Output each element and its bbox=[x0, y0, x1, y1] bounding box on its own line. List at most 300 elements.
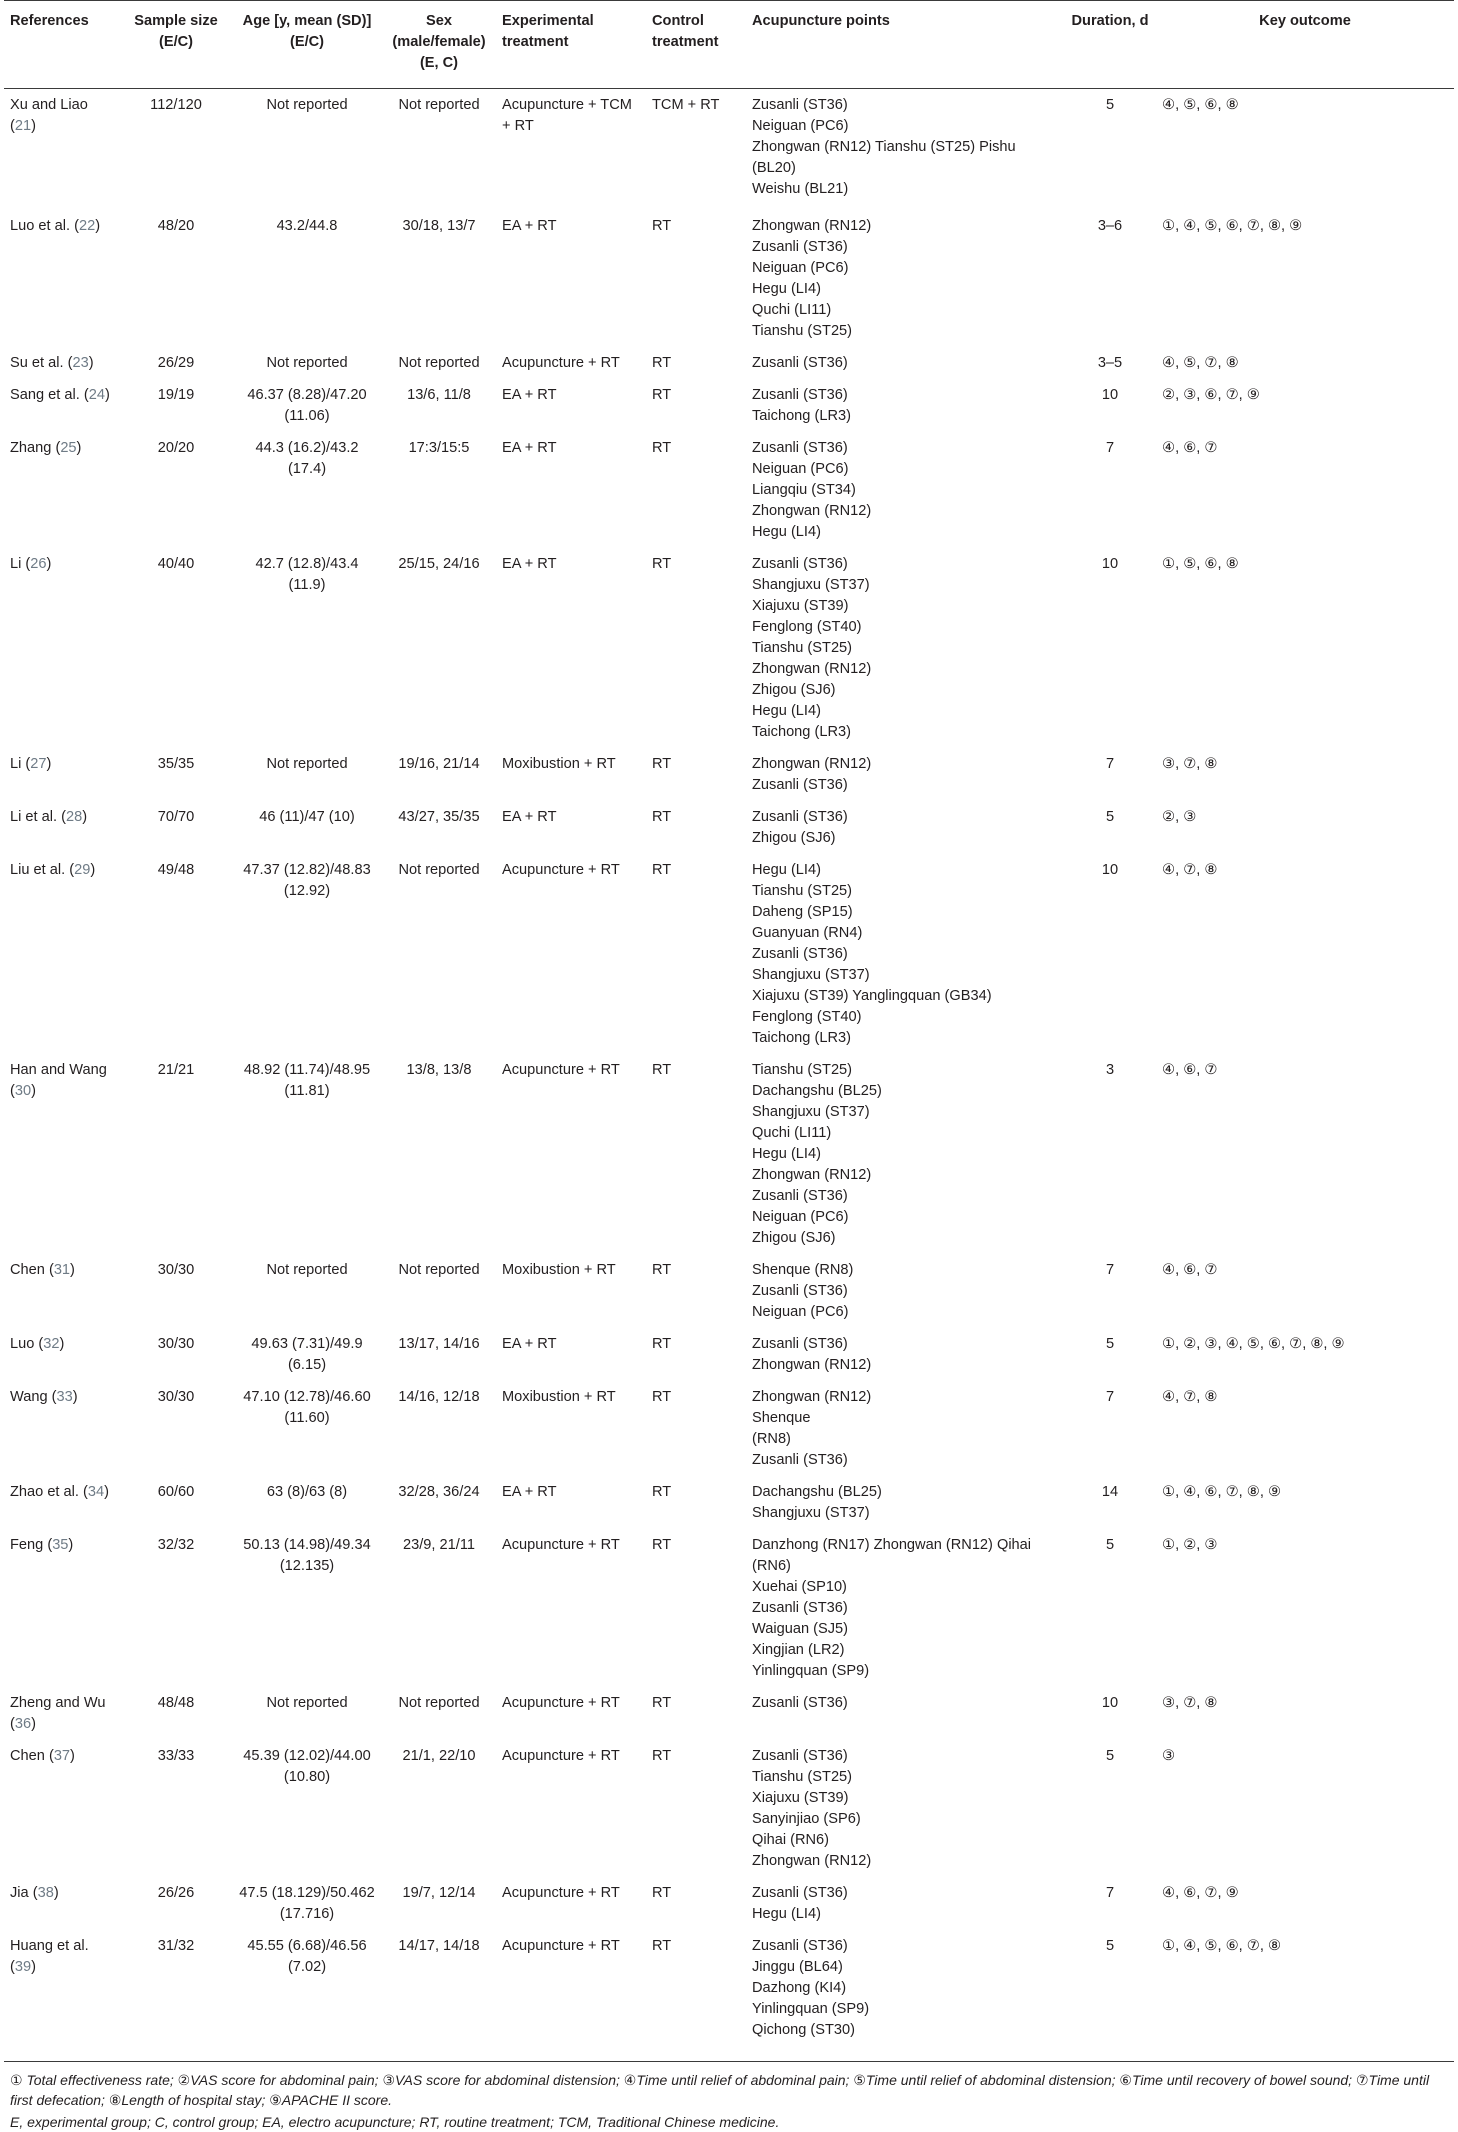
acupuncture-point: Dazhong (KI4) bbox=[752, 1980, 847, 1996]
acupuncture-point: Zusanli (ST36) bbox=[752, 1695, 848, 1711]
reference-cell: Zhao et al. (34) bbox=[10, 1484, 109, 1500]
key-outcome-cell: ④, ⑤, ⑦, ⑧ bbox=[1162, 355, 1239, 371]
footnote-abbreviations: E, experimental group; C, control group; EA, electro acupuncture; RT, routine treatment; TCM, Traditional Chinese medicine. bbox=[10, 2114, 780, 2130]
experimental-treatment-cell: Moxibustion + RT bbox=[502, 756, 616, 772]
sample-size-cell: 35/35 bbox=[157, 756, 195, 772]
duration-cell: 7 bbox=[1105, 1389, 1115, 1405]
sample-size-cell: 112/120 bbox=[150, 97, 202, 113]
reference-number-link[interactable]: 36 bbox=[14, 1716, 32, 1732]
acupuncture-point: Neiguan (PC6) bbox=[752, 118, 849, 134]
acupuncture-point: Neiguan (PC6) bbox=[752, 1209, 849, 1225]
sample-size-cell: 40/40 bbox=[157, 556, 195, 572]
experimental-treatment-cell: Acupuncture + RT bbox=[502, 1885, 620, 1901]
reference-name: Zhang bbox=[10, 440, 52, 456]
acupuncture-point: Shangjuxu (ST37) bbox=[752, 967, 870, 983]
acupuncture-point: Zusanli (ST36) bbox=[752, 239, 848, 255]
reference-name: Li bbox=[10, 756, 22, 772]
acupuncture-point: Zhongwan (RN12) bbox=[752, 1389, 872, 1405]
acupuncture-point: Shenque (RN8) bbox=[752, 1262, 854, 1278]
reference-name: Xu and Liao bbox=[10, 97, 88, 113]
acupuncture-point: Tianshu (ST25) bbox=[752, 323, 853, 339]
acupuncture-point: Neiguan (PC6) bbox=[752, 461, 849, 477]
reference-name: Li bbox=[10, 556, 22, 572]
acupuncture-point: Zusanli (ST36) bbox=[752, 809, 848, 825]
acupuncture-point: Danzhong (RN17) Zhongwan (RN12) Qihai (RN6) bbox=[752, 1537, 1032, 1574]
table-row bbox=[4, 1529, 1454, 1687]
acupuncture-point: Zhongwan (RN12) bbox=[752, 1357, 872, 1373]
acupuncture-point: Weishu (BL21) bbox=[752, 181, 849, 197]
acupuncture-point: Tianshu (ST25) bbox=[752, 1062, 853, 1078]
reference-name: Zheng and Wu bbox=[10, 1695, 106, 1711]
acupuncture-point: Zhongwan (RN12) bbox=[752, 661, 872, 677]
sample-size-cell: 21/21 bbox=[157, 1062, 195, 1078]
header-age: Age [y, mean (SD)] (E/C) bbox=[232, 1, 382, 89]
table-body bbox=[4, 89, 1454, 2062]
control-treatment-cell: RT bbox=[652, 218, 672, 234]
experimental-treatment-cell: Acupuncture + TCM + RT bbox=[502, 97, 632, 134]
age-cell: 45.39 (12.02)/44.00 (10.80) bbox=[243, 1748, 371, 1785]
experimental-treatment-cell: Moxibustion + RT bbox=[502, 1389, 616, 1405]
reference-name: Su et al. bbox=[10, 355, 64, 371]
duration-cell: 5 bbox=[1105, 97, 1115, 113]
acupuncture-point: Hegu (LI4) bbox=[752, 1906, 821, 1922]
acupuncture-points-cell bbox=[746, 748, 1064, 801]
reference-name: Chen bbox=[10, 1748, 45, 1764]
table-row bbox=[4, 379, 1454, 432]
acupuncture-point: Hegu (LI4) bbox=[752, 862, 821, 878]
experimental-treatment-cell: EA + RT bbox=[502, 387, 557, 403]
acupuncture-points-cell bbox=[746, 379, 1064, 432]
reference-name: Jia bbox=[10, 1885, 29, 1901]
acupuncture-point: Dachangshu (BL25) bbox=[752, 1083, 882, 1099]
sample-size-cell: 33/33 bbox=[157, 1748, 195, 1764]
study-characteristics-table bbox=[4, 0, 1454, 2062]
experimental-treatment-cell: Acupuncture + RT bbox=[502, 1062, 620, 1078]
sex-cell: Not reported bbox=[398, 355, 480, 371]
experimental-treatment-cell: Moxibustion + RT bbox=[502, 1262, 616, 1278]
acupuncture-point: Zhigou (SJ6) bbox=[752, 1230, 836, 1246]
experimental-treatment-cell: EA + RT bbox=[502, 556, 557, 572]
age-cell: Not reported bbox=[266, 756, 348, 772]
acupuncture-point: Tianshu (ST25) bbox=[752, 883, 853, 899]
acupuncture-point: Neiguan (PC6) bbox=[752, 1304, 849, 1320]
control-treatment-cell: RT bbox=[652, 1695, 672, 1711]
experimental-treatment-cell: Acupuncture + RT bbox=[502, 1695, 620, 1711]
sex-cell: 32/28, 36/24 bbox=[398, 1484, 480, 1500]
acupuncture-point: Taichong (LR3) bbox=[752, 724, 851, 740]
table-row bbox=[4, 1877, 1454, 1930]
reference-cell: Wang (33) bbox=[10, 1389, 78, 1405]
reference-number-link[interactable]: 23 bbox=[72, 355, 89, 371]
table-row bbox=[4, 347, 1454, 379]
reference-cell: Han and Wang (30) bbox=[10, 1062, 107, 1099]
acupuncture-points-cell bbox=[746, 1328, 1064, 1381]
age-cell: 47.5 (18.129)/50.462 (17.716) bbox=[239, 1885, 375, 1922]
sample-size-cell: 60/60 bbox=[157, 1484, 195, 1500]
reference-cell: Chen (31) bbox=[10, 1262, 75, 1278]
reference-cell: Su et al. (23) bbox=[10, 355, 94, 371]
acupuncture-point: Shangjuxu (ST37) bbox=[752, 1505, 870, 1521]
age-cell: 46.37 (8.28)/47.20 (11.06) bbox=[247, 387, 367, 424]
acupuncture-point: Shangjuxu (ST37) bbox=[752, 577, 870, 593]
acupuncture-point: Zhongwan (RN12) bbox=[752, 218, 872, 234]
acupuncture-point: Zusanli (ST36) bbox=[752, 97, 848, 113]
key-outcome-cell: ①, ④, ⑤, ⑥, ⑦, ⑧ bbox=[1156, 1930, 1454, 2062]
footnote-outcome-legend: ① Total effectiveness rate; ②VAS score for abdominal pain; ③VAS score for abdominal distension; ④Time until relief of abdominal pain; ⑤Time until relief of abdominal distension; ⑥Time until recovery of bowel sound; ⑦Time until first defecation; ⑧Length of hospital stay; ⑨APACHE II score. bbox=[10, 2072, 1430, 2108]
acupuncture-points-cell bbox=[746, 89, 1064, 211]
table-row bbox=[4, 1476, 1454, 1529]
acupuncture-point: Zhongwan (RN12) bbox=[752, 503, 872, 519]
reference-name: Luo bbox=[10, 1336, 35, 1352]
control-treatment-cell: RT bbox=[652, 556, 672, 572]
control-treatment-cell: RT bbox=[652, 1336, 672, 1352]
acupuncture-points-cell bbox=[746, 1687, 1064, 1740]
reference-name: Liu et al. bbox=[10, 862, 66, 878]
table-row bbox=[4, 1254, 1454, 1328]
sample-size-cell: 30/30 bbox=[157, 1389, 195, 1405]
acupuncture-point: Xiajuxu (ST39) bbox=[752, 1790, 849, 1806]
experimental-treatment-cell: Acupuncture + RT bbox=[502, 1537, 620, 1553]
key-outcome-cell: ④, ⑦, ⑧ bbox=[1162, 1389, 1218, 1405]
key-outcome-cell: ①, ②, ③, ④, ⑤, ⑥, ⑦, ⑧, ⑨ bbox=[1162, 1336, 1345, 1352]
key-outcome-cell: ①, ④, ⑥, ⑦, ⑧, ⑨ bbox=[1162, 1484, 1282, 1500]
reference-name: Han and Wang bbox=[10, 1062, 107, 1078]
acupuncture-point: Taichong (LR3) bbox=[752, 408, 851, 424]
reference-number-link[interactable]: 30 bbox=[14, 1083, 32, 1099]
acupuncture-points-cell bbox=[746, 1529, 1064, 1687]
key-outcome-cell: ③, ⑦, ⑧ bbox=[1162, 1695, 1218, 1711]
acupuncture-point: Zusanli (ST36) bbox=[752, 777, 848, 793]
acupuncture-point: Zusanli (ST36) bbox=[752, 387, 848, 403]
age-cell: Not reported bbox=[266, 1695, 348, 1711]
acupuncture-point: Dachangshu (BL25) bbox=[752, 1484, 882, 1500]
table-row bbox=[4, 1930, 1454, 2062]
acupuncture-point: Jinggu (BL64) bbox=[752, 1959, 843, 1975]
duration-cell: 10 bbox=[1101, 556, 1119, 572]
acupuncture-points-cell bbox=[746, 1476, 1064, 1529]
duration-cell: 3–5 bbox=[1097, 355, 1123, 371]
sex-cell: 23/9, 21/11 bbox=[403, 1537, 475, 1553]
key-outcome-cell: ④, ⑥, ⑦ bbox=[1162, 1062, 1218, 1078]
acupuncture-point: Zusanli (ST36) bbox=[752, 440, 848, 456]
reference-name: Chen bbox=[10, 1262, 45, 1278]
table-row bbox=[4, 1381, 1454, 1476]
duration-cell: 5 bbox=[1105, 1748, 1115, 1764]
sex-cell: Not reported bbox=[398, 1262, 480, 1278]
reference-cell: Chen (37) bbox=[10, 1748, 75, 1764]
age-cell: Not reported bbox=[266, 355, 348, 371]
sex-cell: 13/8, 13/8 bbox=[406, 1062, 472, 1078]
reference-number-link[interactable]: 37 bbox=[53, 1748, 71, 1764]
reference-cell: Xu and Liao (21) bbox=[10, 97, 88, 134]
duration-cell: 7 bbox=[1105, 1885, 1115, 1901]
reference-number-link[interactable]: 39 bbox=[14, 1959, 32, 1975]
control-treatment-cell: RT bbox=[652, 809, 672, 825]
acupuncture-points-cell bbox=[746, 1877, 1064, 1930]
key-outcome-cell: ④, ⑤, ⑥, ⑧ bbox=[1162, 97, 1239, 113]
reference-number-link[interactable]: 32 bbox=[43, 1336, 60, 1352]
sex-cell: Not reported bbox=[398, 862, 480, 878]
acupuncture-point: Waiguan (SJ5) bbox=[752, 1621, 848, 1637]
acupuncture-point: Quchi (LI11) bbox=[752, 302, 832, 318]
age-cell: 45.55 (6.68)/46.56 (7.02) bbox=[232, 1930, 382, 2062]
duration-cell: 5 bbox=[1105, 1537, 1115, 1553]
table-row bbox=[4, 89, 1454, 211]
reference-cell: Zheng and Wu (36) bbox=[10, 1695, 106, 1732]
sample-size-cell: 49/48 bbox=[157, 862, 195, 878]
experimental-treatment-cell: EA + RT bbox=[502, 218, 557, 234]
acupuncture-point: Zusanli (ST36) bbox=[752, 1938, 848, 1954]
age-cell: 47.10 (12.78)/46.60 (11.60) bbox=[243, 1389, 371, 1426]
experimental-treatment-cell: Acupuncture + RT bbox=[502, 355, 620, 371]
acupuncture-point: Tianshu (ST25) bbox=[752, 1769, 853, 1785]
control-treatment-cell: RT bbox=[652, 1389, 672, 1405]
key-outcome-cell: ④, ⑥, ⑦, ⑨ bbox=[1162, 1885, 1239, 1901]
reference-number-link[interactable]: 27 bbox=[30, 756, 47, 772]
header-references: References bbox=[4, 1, 120, 89]
acupuncture-point: Xiajuxu (ST39) Yanglingquan (GB34) bbox=[752, 988, 992, 1004]
acupuncture-point: Zusanli (ST36) bbox=[752, 946, 848, 962]
reference-cell: Liu et al. (29) bbox=[10, 862, 96, 878]
duration-cell: 5 bbox=[1064, 1930, 1156, 2062]
acupuncture-point: Fenglong (ST40) bbox=[752, 1009, 862, 1025]
acupuncture-point: Zusanli (ST36) bbox=[752, 1336, 848, 1352]
acupuncture-point: Zusanli (ST36) bbox=[752, 1600, 848, 1616]
reference-cell: Huang et al. (39) bbox=[4, 1930, 120, 2062]
key-outcome-cell: ④, ⑦, ⑧ bbox=[1162, 862, 1218, 878]
acupuncture-point: Zhigou (SJ6) bbox=[752, 682, 836, 698]
reference-number-link[interactable]: 34 bbox=[87, 1484, 105, 1500]
acupuncture-point: Xiajuxu (ST39) bbox=[752, 598, 849, 614]
acupuncture-point: Zhongwan (RN12) bbox=[752, 1853, 872, 1869]
reference-name: Luo et al. bbox=[10, 218, 71, 234]
sex-cell: 13/6, 11/8 bbox=[407, 387, 471, 403]
age-cell: Not reported bbox=[266, 97, 348, 113]
duration-cell: 7 bbox=[1105, 440, 1115, 456]
reference-cell: Jia (38) bbox=[10, 1885, 59, 1901]
experimental-treatment-cell: Acupuncture + RT bbox=[496, 1930, 646, 2062]
reference-number-link[interactable]: 38 bbox=[37, 1885, 54, 1901]
acupuncture-point: Hegu (LI4) bbox=[752, 1146, 821, 1162]
acupuncture-point: Daheng (SP15) bbox=[752, 904, 853, 920]
experimental-treatment-cell: EA + RT bbox=[502, 1336, 557, 1352]
reference-cell: Li (27) bbox=[10, 756, 52, 772]
sample-size-cell: 19/19 bbox=[157, 387, 195, 403]
acupuncture-point: Zhongwan (RN12) bbox=[752, 1167, 872, 1183]
control-treatment-cell: RT bbox=[652, 1885, 672, 1901]
reference-name: Zhao et al. bbox=[10, 1484, 79, 1500]
control-treatment-cell: RT bbox=[652, 387, 672, 403]
sex-cell: 19/16, 21/14 bbox=[398, 756, 480, 772]
sample-size-cell: 20/20 bbox=[157, 440, 195, 456]
sample-size-cell: 30/30 bbox=[157, 1262, 195, 1278]
acupuncture-point: Zusanli (ST36) bbox=[752, 1885, 848, 1901]
reference-number-link[interactable]: 24 bbox=[88, 387, 105, 403]
experimental-treatment-cell: Acupuncture + RT bbox=[502, 1748, 620, 1764]
acupuncture-point: Zhigou (SJ6) bbox=[752, 830, 836, 846]
table-row bbox=[4, 1328, 1454, 1381]
age-cell: 49.63 (7.31)/49.9 (6.15) bbox=[251, 1336, 363, 1373]
acupuncture-point: Fenglong (ST40) bbox=[752, 619, 862, 635]
table-row bbox=[4, 1054, 1454, 1254]
sample-size-cell: 48/20 bbox=[157, 218, 195, 234]
acupuncture-points-cell bbox=[746, 1254, 1064, 1328]
acupuncture-point: Hegu (LI4) bbox=[752, 703, 821, 719]
reference-cell: Zhang (25) bbox=[10, 440, 82, 456]
sex-cell: 14/17, 14/18 bbox=[382, 1930, 496, 2062]
sex-cell: 43/27, 35/35 bbox=[398, 809, 480, 825]
key-outcome-cell: ③, ⑦, ⑧ bbox=[1162, 756, 1218, 772]
acupuncture-point: Zhongwan (RN12) bbox=[752, 756, 872, 772]
reference-name: Wang bbox=[10, 1389, 48, 1405]
acupuncture-point: (RN8) bbox=[752, 1431, 791, 1447]
table-footnotes bbox=[4, 2062, 1454, 2132]
acupuncture-points-cell bbox=[746, 347, 1064, 379]
acupuncture-points-cell bbox=[746, 432, 1064, 548]
acupuncture-point: Zusanli (ST36) bbox=[752, 556, 848, 572]
acupuncture-point: Zusanli (ST36) bbox=[752, 1452, 848, 1468]
sample-size-cell: 31/32 bbox=[120, 1930, 232, 2062]
sample-size-cell: 26/26 bbox=[157, 1885, 195, 1901]
acupuncture-point: Hegu (LI4) bbox=[752, 281, 821, 297]
acupuncture-point: Quchi (LI11) bbox=[752, 1125, 832, 1141]
header-sample-size: Sample size (E/C) bbox=[120, 1, 232, 89]
header-acupuncture-points: Acupuncture points bbox=[746, 1, 1064, 89]
control-treatment-cell: RT bbox=[652, 1484, 672, 1500]
experimental-treatment-cell: EA + RT bbox=[502, 809, 557, 825]
key-outcome-cell: ④, ⑥, ⑦ bbox=[1162, 440, 1218, 456]
experimental-treatment-cell: EA + RT bbox=[502, 440, 557, 456]
age-cell: 50.13 (14.98)/49.34 (12.135) bbox=[243, 1537, 371, 1574]
reference-number-link[interactable]: 26 bbox=[30, 556, 47, 572]
age-cell: 46 (11)/47 (10) bbox=[259, 809, 355, 825]
table-row bbox=[4, 748, 1454, 801]
acupuncture-point: Xuehai (SP10) bbox=[752, 1579, 847, 1595]
key-outcome-cell: ②, ③ bbox=[1162, 809, 1197, 825]
acupuncture-point: Yinlingquan (SP9) bbox=[752, 1663, 870, 1679]
acupuncture-point: Zhongwan (RN12) Tianshu (ST25) Pishu (BL20) bbox=[752, 139, 1016, 176]
age-cell: 47.37 (12.82)/48.83 (12.92) bbox=[243, 862, 371, 899]
header-duration: Duration, d bbox=[1064, 1, 1156, 89]
acupuncture-point: Xingjian (LR2) bbox=[752, 1642, 845, 1658]
reference-name: Sang et al. bbox=[10, 387, 80, 403]
sex-cell: 14/16, 12/18 bbox=[398, 1389, 480, 1405]
reference-number-link[interactable]: 22 bbox=[78, 218, 96, 234]
table-row bbox=[4, 1740, 1454, 1877]
sex-cell: Not reported bbox=[398, 1695, 480, 1711]
duration-cell: 5 bbox=[1105, 1336, 1115, 1352]
acupuncture-point: Neiguan (PC6) bbox=[752, 260, 849, 276]
duration-cell: 3 bbox=[1105, 1062, 1115, 1078]
key-outcome-cell: ①, ⑤, ⑥, ⑧ bbox=[1162, 556, 1239, 572]
control-treatment-cell: RT bbox=[652, 1062, 672, 1078]
control-treatment-cell: RT bbox=[652, 1748, 672, 1764]
acupuncture-points-cell bbox=[746, 854, 1064, 1054]
reference-number-link[interactable]: 29 bbox=[74, 862, 91, 878]
acupuncture-point: Sanyinjiao (SP6) bbox=[752, 1811, 861, 1827]
sex-cell: Not reported bbox=[398, 97, 480, 113]
duration-cell: 10 bbox=[1101, 387, 1119, 403]
acupuncture-point: Zusanli (ST36) bbox=[752, 1283, 848, 1299]
acupuncture-points-cell bbox=[746, 1054, 1064, 1254]
duration-cell: 10 bbox=[1101, 1695, 1119, 1711]
sex-cell: 30/18, 13/7 bbox=[402, 218, 476, 234]
acupuncture-point: Zusanli (ST36) bbox=[752, 355, 848, 371]
reference-number-link[interactable]: 35 bbox=[52, 1537, 69, 1553]
sample-size-cell: 26/29 bbox=[157, 355, 195, 371]
reference-cell: Feng (35) bbox=[10, 1537, 74, 1553]
table-row bbox=[4, 548, 1454, 748]
acupuncture-points-cell bbox=[746, 801, 1064, 854]
duration-cell: 10 bbox=[1101, 862, 1119, 878]
reference-cell: Luo et al. (22) bbox=[10, 218, 101, 234]
age-cell: 42.7 (12.8)/43.4 (11.9) bbox=[255, 556, 359, 593]
acupuncture-point: Shangjuxu (ST37) bbox=[752, 1104, 870, 1120]
control-treatment-cell: RT bbox=[652, 440, 672, 456]
acupuncture-points-cell bbox=[746, 210, 1064, 347]
sample-size-cell: 32/32 bbox=[157, 1537, 195, 1553]
reference-name: Li et al. bbox=[10, 809, 58, 825]
sex-cell: 17:3/15:5 bbox=[408, 440, 470, 456]
key-outcome-cell: ③ bbox=[1162, 1748, 1176, 1764]
duration-cell: 7 bbox=[1105, 1262, 1115, 1278]
acupuncture-point: Tianshu (ST25) bbox=[752, 640, 853, 656]
experimental-treatment-cell: Acupuncture + RT bbox=[502, 862, 620, 878]
header-control-treatment: Control treatment bbox=[646, 1, 746, 89]
header-experimental-treatment: Experimental treatment bbox=[496, 1, 646, 89]
key-outcome-cell: ④, ⑥, ⑦ bbox=[1162, 1262, 1218, 1278]
age-cell: Not reported bbox=[266, 1262, 348, 1278]
sex-cell: 21/1, 22/10 bbox=[402, 1748, 476, 1764]
header-key-outcome: Key outcome bbox=[1156, 1, 1454, 89]
table-row bbox=[4, 210, 1454, 347]
age-cell: 44.3 (16.2)/43.2 (17.4) bbox=[255, 440, 359, 477]
acupuncture-point: Taichong (LR3) bbox=[752, 1030, 851, 1046]
key-outcome-cell: ②, ③, ⑥, ⑦, ⑨ bbox=[1162, 387, 1260, 403]
acupuncture-point: Qichong (ST30) bbox=[752, 2022, 856, 2038]
table-row bbox=[4, 801, 1454, 854]
reference-number-link[interactable]: 21 bbox=[14, 118, 32, 134]
reference-number-link[interactable]: 33 bbox=[56, 1389, 73, 1405]
sample-size-cell: 48/48 bbox=[157, 1695, 195, 1711]
control-treatment-cell: RT bbox=[652, 355, 672, 371]
control-treatment-cell: RT bbox=[646, 1930, 746, 2062]
sex-cell: 25/15, 24/16 bbox=[398, 556, 480, 572]
key-outcome-cell: ①, ②, ③ bbox=[1162, 1537, 1218, 1553]
acupuncture-point: Yinlingquan (SP9) bbox=[752, 2001, 870, 2017]
table-row bbox=[4, 432, 1454, 548]
reference-number-link[interactable]: 31 bbox=[53, 1262, 71, 1278]
control-treatment-cell: RT bbox=[652, 1262, 672, 1278]
acupuncture-point: Zusanli (ST36) bbox=[752, 1748, 848, 1764]
control-treatment-cell: RT bbox=[652, 1537, 672, 1553]
acupuncture-points-cell bbox=[746, 1381, 1064, 1476]
acupuncture-points-cell bbox=[746, 1740, 1064, 1877]
table-row bbox=[4, 1687, 1454, 1740]
reference-number-link[interactable]: 25 bbox=[60, 440, 77, 456]
duration-cell: 7 bbox=[1105, 756, 1115, 772]
age-cell: 48.92 (11.74)/48.95 (11.81) bbox=[243, 1062, 371, 1099]
age-cell: 43.2/44.8 bbox=[276, 218, 338, 234]
duration-cell: 3–6 bbox=[1097, 218, 1123, 234]
reference-number-link[interactable]: 28 bbox=[65, 809, 83, 825]
reference-cell: Sang et al. (24) bbox=[10, 387, 110, 403]
age-cell: 63 (8)/63 (8) bbox=[266, 1484, 348, 1500]
duration-cell: 5 bbox=[1105, 809, 1115, 825]
acupuncture-point: Qihai (RN6) bbox=[752, 1832, 830, 1848]
table-row bbox=[4, 854, 1454, 1054]
sex-cell: 19/7, 12/14 bbox=[402, 1885, 476, 1901]
